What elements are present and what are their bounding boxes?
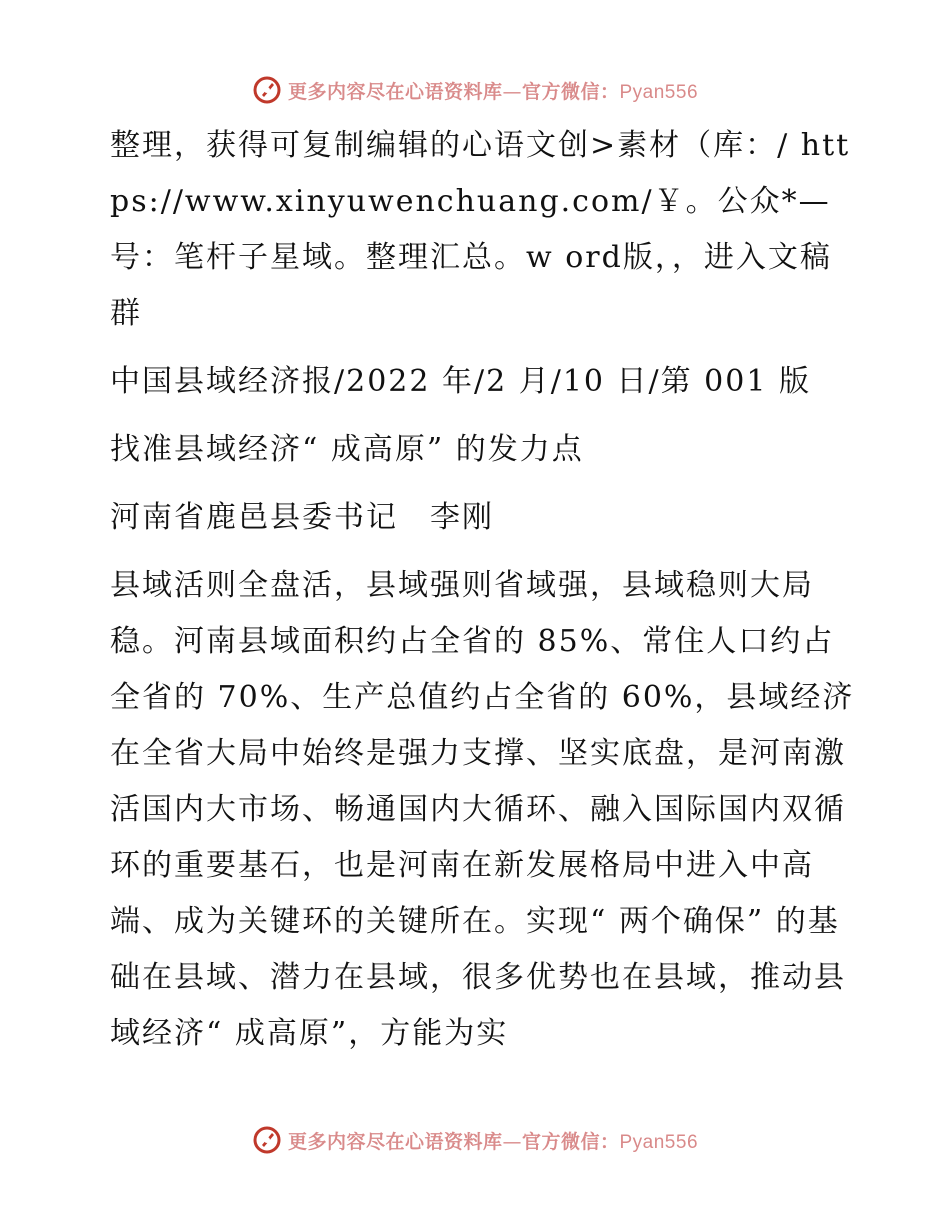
top-watermark-banner xyxy=(0,70,950,110)
document-content xyxy=(98,118,858,1062)
watermark-label: 官方微信： xyxy=(521,80,620,103)
brand-logo-icon xyxy=(252,1125,282,1155)
author-line: 河南省鹿邑县委书记 李刚 xyxy=(110,500,494,535)
watermark-text xyxy=(288,77,698,104)
watermark-separator: — xyxy=(502,80,522,103)
intro-paragraph: 整理，获得可复制编辑的心语文创>素材（库：/ https://www.xinyuwenchuang.com/￥。公众*—号：笔杆子星域。整理汇总。w ord版，，进入文稿群 xyxy=(110,128,851,331)
watermark-account: Pyan556 xyxy=(619,1131,699,1153)
watermark-text xyxy=(288,1127,698,1154)
brand-logo-icon xyxy=(252,75,282,105)
article-title: 找准县域经济“ 成高原” 的发力点 xyxy=(110,432,584,467)
watermark-main-text: 更多内容尽在心语资料库 xyxy=(287,80,503,103)
source-line: 中国县域经济报/2022 年/2 月/10 日/第 001 版 xyxy=(110,364,811,399)
watermark-main-text: 更多内容尽在心语资料库 xyxy=(287,1130,503,1153)
watermark-separator: — xyxy=(502,1130,522,1153)
watermark-account: Pyan556 xyxy=(619,81,699,103)
watermark-label: 官方微信： xyxy=(521,1130,620,1153)
bottom-watermark-banner xyxy=(0,1120,950,1160)
body-paragraph: 县域活则全盘活，县域强则省域强，县域稳则大局稳。河南县域面积约占全省的 85%、常住人口约占全省的 70%、生产总值约占全省的 60%，县域经济在全省大局中始终是强力支撑、坚实底盘，是河南激活国内大市场、畅通国内大循环、融入国际国内双循环的重要基石，也是河南在新发展格局中进入中高端、成为关键环的关键所在。实现“ 两个确保” 的基础在县域、潜力在县域，很多优势也在县域，推动县域经济“ 成高原”，方能为实 xyxy=(110,568,855,1051)
